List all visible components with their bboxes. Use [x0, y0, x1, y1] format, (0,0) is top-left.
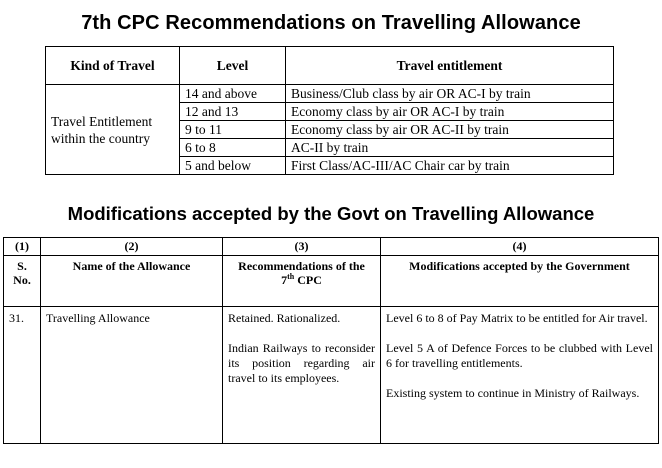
rec-tail: CPC: [297, 273, 322, 287]
cpc-recommendations-title: 7th CPC Recommendations on Travelling Allowance: [81, 12, 581, 34]
table-header-row: [46, 47, 614, 85]
govt-modifications-title: Modifications accepted by the Govt on Travelling Allowance: [67, 203, 595, 224]
table-row: [4, 307, 659, 444]
entitlement-cell: Economy class by air OR AC-I by train: [286, 103, 614, 121]
recommendation-cell: [223, 307, 381, 444]
header-travel-entitlement: Travel entitlement: [286, 47, 614, 85]
table-header-row: [4, 256, 659, 307]
allowance-name-cell: Travelling Allowance: [41, 307, 223, 444]
level-cell: 6 to 8: [180, 139, 286, 157]
column-number-row: [4, 238, 659, 256]
modification-para-3: Existing system to continue in Ministry of Railways.: [386, 386, 640, 400]
header-modifications: Modifications accepted by the Government: [381, 256, 659, 307]
rec-superscript: th: [287, 272, 295, 281]
modification-para-1: Level 6 to 8 of Pay Matrix to be entitled for Air travel.: [386, 311, 648, 325]
col-number-2: (2): [41, 238, 223, 256]
kind-line-2: within the country: [51, 130, 150, 146]
header-serial-number: [4, 256, 41, 307]
modification-cell: [381, 307, 659, 444]
level-cell: 9 to 11: [180, 121, 286, 139]
recommendation-para-2: Indian Railways to reconsider its position regarding air travel to its employees.: [228, 341, 375, 385]
modification-para-2: Level 5 A of Defence Forces to be clubbed with Level 6 for travelling entitlements.: [386, 341, 653, 370]
header-allowance-name: Name of the Allowance: [41, 256, 223, 307]
sno-line-2: No.: [13, 273, 31, 287]
kind-of-travel-cell: [46, 85, 180, 175]
travel-entitlement-table: [45, 46, 614, 175]
header-level: Level: [180, 47, 286, 85]
sno-line-1: S.: [17, 259, 27, 273]
level-cell: 14 and above: [180, 85, 286, 103]
rec-number: 7: [281, 273, 288, 287]
header-kind-of-travel: Kind of Travel: [46, 47, 180, 85]
kind-line-1: Travel Entitlement: [51, 113, 153, 129]
col-number-4: (4): [381, 238, 659, 256]
rec-line-1: Recommendations of the: [238, 259, 365, 273]
entitlement-cell: AC-II by train: [286, 139, 614, 157]
entitlement-cell: Economy class by air OR AC-II by train: [286, 121, 614, 139]
entitlement-cell: Business/Club class by air OR AC-I by train: [286, 85, 614, 103]
entitlement-cell: First Class/AC-III/AC Chair car by train: [286, 157, 614, 175]
col-number-3: (3): [223, 238, 381, 256]
recommendation-para-1: Retained. Rationalized.: [228, 311, 341, 325]
level-cell: 5 and below: [180, 157, 286, 175]
modifications-table: [3, 237, 659, 444]
level-cell: 12 and 13: [180, 103, 286, 121]
rec-line-2: [227, 273, 376, 287]
col-number-1: (1): [4, 238, 41, 256]
serial-number-cell: 31.: [4, 307, 41, 444]
table-row: [46, 85, 614, 103]
header-recommendations: [223, 256, 381, 307]
